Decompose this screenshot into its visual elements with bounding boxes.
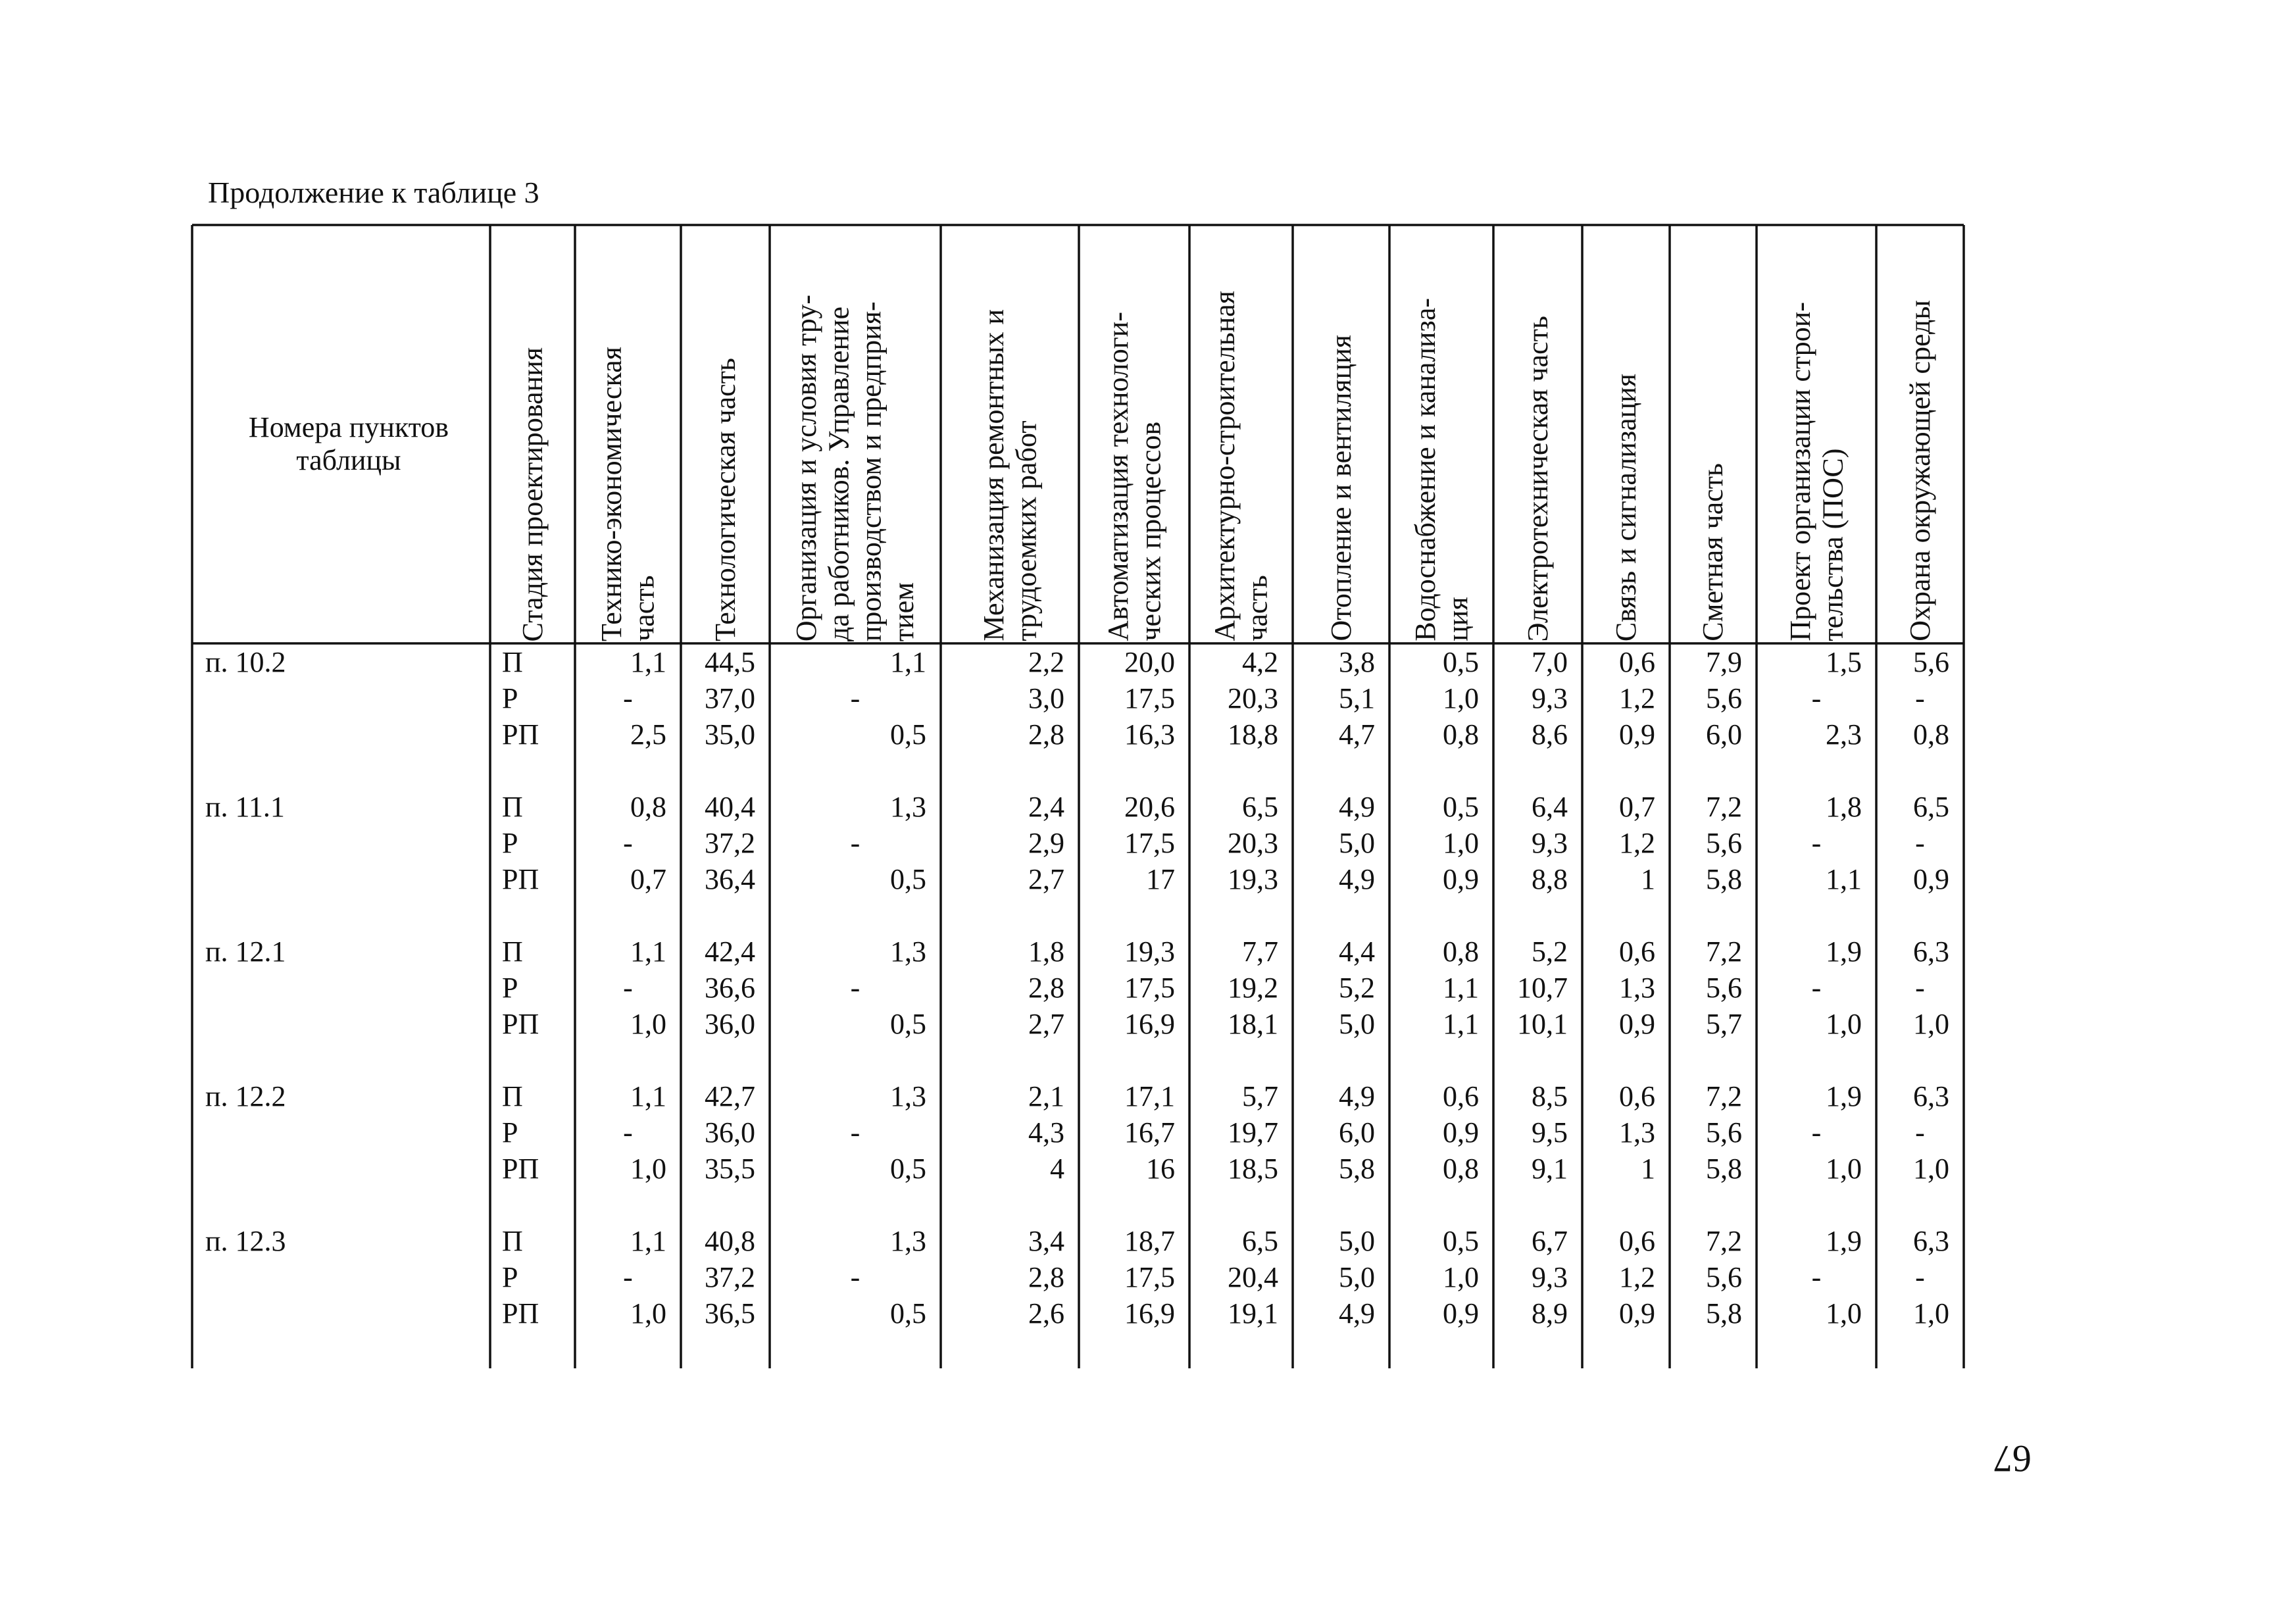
value-cell: 7,2: [1706, 1080, 1742, 1112]
value-cell: 2,1: [1028, 1080, 1064, 1112]
value-cell: 4,4: [1339, 935, 1375, 968]
page-number: 67: [1993, 1437, 2032, 1480]
value-cell: 1,0: [1826, 1008, 1862, 1040]
value-cell: 1,5: [1826, 646, 1862, 678]
value-cell: 1,1: [630, 935, 666, 968]
header-column-label: Электротехническая часть: [1521, 315, 1554, 641]
value-cell: 35,5: [705, 1153, 755, 1185]
value-cell: 0,8: [1443, 935, 1479, 968]
value-cell: 1,0: [630, 1008, 666, 1040]
value-cell: 18,7: [1124, 1225, 1175, 1257]
value-cell: 42,4: [705, 935, 755, 968]
value-cell: 42,7: [705, 1080, 755, 1112]
value-cell: 6,7: [1532, 1225, 1568, 1257]
value-cell: 6,5: [1913, 791, 1949, 823]
row-group-label: п. 10.2: [205, 646, 286, 678]
stage-cell: Р: [502, 1116, 518, 1149]
header-column-label: Связь и сигнализация: [1609, 373, 1642, 641]
value-cell: 5,0: [1339, 827, 1375, 859]
value-cell: 40,4: [705, 791, 755, 823]
value-cell: 2,8: [1028, 972, 1064, 1004]
value-cell: 1,0: [1443, 1261, 1479, 1293]
value-cell: 5,1: [1339, 682, 1375, 714]
value-cell: 9,3: [1532, 682, 1568, 714]
value-cell: 20,6: [1124, 791, 1175, 823]
row-group-label: п. 12.2: [205, 1080, 286, 1112]
value-cell: 0,5: [1443, 646, 1479, 678]
value-cell: 18,8: [1228, 718, 1278, 751]
header-column: [1079, 227, 1189, 641]
value-cell: 37,2: [705, 1261, 755, 1293]
value-cell: 16,9: [1124, 1008, 1175, 1040]
value-cell: -: [850, 827, 861, 859]
value-cell: 7,0: [1532, 646, 1568, 678]
value-cell: 1,0: [1826, 1153, 1862, 1185]
value-cell: -: [1915, 972, 1925, 1004]
value-cell: 4,9: [1339, 863, 1375, 895]
value-cell: 1,1: [890, 646, 926, 678]
value-cell: 7,2: [1706, 1225, 1742, 1257]
value-cell: 3,4: [1028, 1225, 1064, 1257]
value-cell: 2,6: [1028, 1297, 1064, 1330]
stage-cell: П: [502, 1080, 523, 1112]
value-cell: -: [623, 972, 633, 1004]
value-cell: 35,0: [705, 718, 755, 751]
value-cell: 5,7: [1242, 1080, 1278, 1112]
value-cell: 1,1: [1443, 1008, 1479, 1040]
stage-cell: РП: [502, 1008, 539, 1040]
value-cell: -: [850, 972, 861, 1004]
header-column-label: Стадия проектирования: [516, 347, 549, 641]
value-cell: 5,2: [1532, 935, 1568, 968]
value-cell: -: [850, 682, 861, 714]
value-cell: 0,5: [890, 1008, 926, 1040]
value-cell: 0,6: [1619, 1080, 1655, 1112]
value-cell: 7,7: [1242, 935, 1278, 968]
value-cell: 0,5: [890, 718, 926, 751]
value-cell: 1,3: [890, 1225, 926, 1257]
value-cell: 17,5: [1124, 827, 1175, 859]
value-cell: 7,9: [1706, 646, 1742, 678]
value-cell: -: [1915, 1116, 1925, 1149]
value-cell: 10,1: [1517, 1008, 1568, 1040]
header-column: [1757, 227, 1876, 641]
value-cell: 1,3: [890, 791, 926, 823]
value-cell: 1,3: [1619, 972, 1655, 1004]
value-cell: -: [623, 1261, 633, 1293]
value-cell: 1,0: [1443, 682, 1479, 714]
value-cell: -: [1811, 682, 1822, 714]
value-cell: 0,5: [1443, 1225, 1479, 1257]
value-cell: 16,9: [1124, 1297, 1175, 1330]
value-cell: 5,6: [1706, 972, 1742, 1004]
header-column: [1293, 227, 1389, 641]
value-cell: 1,9: [1826, 1225, 1862, 1257]
value-cell: 5,6: [1913, 646, 1949, 678]
value-cell: -: [623, 1116, 633, 1149]
value-cell: 18,1: [1228, 1008, 1278, 1040]
value-cell: 1,1: [630, 646, 666, 678]
stage-cell: Р: [502, 827, 518, 859]
value-cell: 1,8: [1028, 935, 1064, 968]
value-cell: -: [1915, 682, 1925, 714]
value-cell: 9,5: [1532, 1116, 1568, 1149]
value-cell: 0,9: [1619, 1008, 1655, 1040]
value-cell: 0,5: [890, 1153, 926, 1185]
value-cell: 5,6: [1706, 682, 1742, 714]
value-cell: 0,6: [1619, 1225, 1655, 1257]
value-cell: 37,2: [705, 827, 755, 859]
value-cell: 0,9: [1443, 1116, 1479, 1149]
header-column-label: Охрана окружающей среды: [1903, 300, 1936, 641]
value-cell: 4,3: [1028, 1116, 1064, 1149]
value-cell: -: [623, 827, 633, 859]
value-cell: 6,5: [1242, 791, 1278, 823]
value-cell: 36,5: [705, 1297, 755, 1330]
value-cell: 19,1: [1228, 1297, 1278, 1330]
value-cell: 5,2: [1339, 972, 1375, 1004]
value-cell: 5,6: [1706, 1116, 1742, 1149]
value-cell: 36,4: [705, 863, 755, 895]
value-cell: -: [1811, 827, 1822, 859]
value-cell: -: [1811, 972, 1822, 1004]
value-cell: 1,2: [1619, 827, 1655, 859]
value-cell: 0,5: [890, 863, 926, 895]
value-cell: 5,8: [1706, 1153, 1742, 1185]
header-column-label: Технико-экономическая часть: [595, 347, 661, 641]
value-cell: 2,3: [1826, 718, 1862, 751]
header-column-label: Отопление и вентиляция: [1324, 335, 1357, 641]
header-column: [941, 227, 1079, 641]
value-cell: 1,0: [1826, 1297, 1862, 1330]
row-group-label: п. 12.1: [205, 935, 286, 968]
value-cell: 19,3: [1124, 935, 1175, 968]
stage-cell: РП: [502, 1153, 539, 1185]
value-cell: 4,9: [1339, 1080, 1375, 1112]
value-cell: 4,7: [1339, 718, 1375, 751]
header-column: [1670, 227, 1757, 641]
value-cell: -: [623, 682, 633, 714]
value-cell: 20,0: [1124, 646, 1175, 678]
value-cell: 9,3: [1532, 827, 1568, 859]
value-cell: 1,1: [630, 1080, 666, 1112]
value-cell: -: [1915, 827, 1925, 859]
value-cell: 7,2: [1706, 791, 1742, 823]
value-cell: 19,3: [1228, 863, 1278, 895]
value-cell: 16,3: [1124, 718, 1175, 751]
value-cell: 17,5: [1124, 1261, 1175, 1293]
value-cell: 36,6: [705, 972, 755, 1004]
value-cell: 6,0: [1706, 718, 1742, 751]
value-cell: 10,7: [1517, 972, 1568, 1004]
value-cell: 0,5: [1443, 791, 1479, 823]
value-cell: 8,8: [1532, 863, 1568, 895]
value-cell: 0,8: [1443, 1153, 1479, 1185]
value-cell: 1,1: [630, 1225, 666, 1257]
header-column-label: Автоматизация технологи- ческих процессов: [1101, 312, 1166, 641]
value-cell: 5,8: [1706, 863, 1742, 895]
value-cell: 44,5: [705, 646, 755, 678]
header-column-label: Сметная часть: [1697, 463, 1730, 641]
value-cell: -: [1811, 1261, 1822, 1293]
stage-cell: Р: [502, 1261, 518, 1293]
value-cell: 36,0: [705, 1116, 755, 1149]
value-cell: 5,0: [1339, 1225, 1375, 1257]
value-cell: 2,7: [1028, 863, 1064, 895]
value-cell: 4,9: [1339, 791, 1375, 823]
header-column-label: Механизация ремонтных и трудоемких работ: [977, 309, 1042, 641]
value-cell: 16,7: [1124, 1116, 1175, 1149]
value-cell: -: [1915, 1261, 1925, 1293]
value-cell: 1,3: [890, 935, 926, 968]
value-cell: 1,0: [1913, 1297, 1949, 1330]
value-cell: 1,0: [1913, 1008, 1949, 1040]
header-column: [770, 227, 941, 641]
value-cell: 9,1: [1532, 1153, 1568, 1185]
header-column: [1389, 227, 1493, 641]
header-column: [1493, 227, 1582, 641]
row-group-label: п. 12.3: [205, 1225, 286, 1257]
value-cell: 0,9: [1619, 1297, 1655, 1330]
value-cell: 1,1: [1826, 863, 1862, 895]
value-cell: 2,4: [1028, 791, 1064, 823]
value-cell: 0,8: [1913, 718, 1949, 751]
stage-cell: РП: [502, 718, 539, 751]
stage-cell: Р: [502, 972, 518, 1004]
value-cell: 4: [1050, 1153, 1064, 1185]
value-cell: 4,2: [1242, 646, 1278, 678]
value-cell: 0,8: [1443, 718, 1479, 751]
value-cell: 0,7: [1619, 791, 1655, 823]
header-column: [1876, 227, 1964, 641]
value-cell: 1: [1641, 1153, 1655, 1185]
value-cell: 8,6: [1532, 718, 1568, 751]
value-cell: 5,8: [1706, 1297, 1742, 1330]
value-cell: 0,6: [1443, 1080, 1479, 1112]
value-cell: 1: [1641, 863, 1655, 895]
value-cell: 2,7: [1028, 1008, 1064, 1040]
stage-cell: Р: [502, 682, 518, 714]
value-cell: 18,5: [1228, 1153, 1278, 1185]
table-caption: Продолжение к таблице 3: [208, 176, 539, 209]
value-cell: 3,0: [1028, 682, 1064, 714]
value-cell: 20,4: [1228, 1261, 1278, 1293]
value-cell: 19,2: [1228, 972, 1278, 1004]
value-cell: 5,0: [1339, 1008, 1375, 1040]
header-column: [1189, 227, 1293, 641]
value-cell: 19,7: [1228, 1116, 1278, 1149]
value-cell: 1,0: [1913, 1153, 1949, 1185]
value-cell: 0,9: [1619, 718, 1655, 751]
value-cell: 1,1: [1443, 972, 1479, 1004]
header-column-label: Водоснабжение и канализа- ция: [1409, 298, 1474, 641]
header-column: [1582, 227, 1670, 641]
value-cell: 1,0: [1443, 827, 1479, 859]
value-cell: 5,6: [1706, 827, 1742, 859]
value-cell: 0,5: [890, 1297, 926, 1330]
value-cell: 0,9: [1913, 863, 1949, 895]
value-cell: 2,5: [630, 718, 666, 751]
value-cell: 0,6: [1619, 646, 1655, 678]
value-cell: 0,9: [1443, 863, 1479, 895]
stage-cell: П: [502, 791, 523, 823]
value-cell: 6,3: [1913, 1225, 1949, 1257]
value-cell: 7,2: [1706, 935, 1742, 968]
value-cell: 0,9: [1443, 1297, 1479, 1330]
value-cell: 36,0: [705, 1008, 755, 1040]
value-cell: -: [1811, 1116, 1822, 1149]
value-cell: 0,8: [630, 791, 666, 823]
value-cell: -: [850, 1261, 861, 1293]
value-cell: 6,4: [1532, 791, 1568, 823]
value-cell: 17,5: [1124, 682, 1175, 714]
value-cell: 3,8: [1339, 646, 1375, 678]
stage-cell: П: [502, 646, 523, 678]
header-first-column: Номера пунктов таблицы: [248, 411, 449, 476]
value-cell: 16: [1146, 1153, 1175, 1185]
value-cell: 1,9: [1826, 935, 1862, 968]
value-cell: 1,2: [1619, 1261, 1655, 1293]
value-cell: 5,6: [1706, 1261, 1742, 1293]
value-cell: 2,8: [1028, 718, 1064, 751]
value-cell: 9,3: [1532, 1261, 1568, 1293]
header-column: [681, 227, 770, 641]
value-cell: 6,0: [1339, 1116, 1375, 1149]
value-cell: 1,9: [1826, 1080, 1862, 1112]
value-cell: 5,0: [1339, 1261, 1375, 1293]
value-cell: 37,0: [705, 682, 755, 714]
header-column-label: Организация и условия тру- да работников. Управление производством и предприя- тием: [790, 294, 920, 641]
value-cell: 1,3: [890, 1080, 926, 1112]
value-cell: 0,7: [630, 863, 666, 895]
value-cell: 6,5: [1242, 1225, 1278, 1257]
value-cell: 2,8: [1028, 1261, 1064, 1293]
value-cell: -: [850, 1116, 861, 1149]
value-cell: 40,8: [705, 1225, 755, 1257]
value-cell: 1,8: [1826, 791, 1862, 823]
value-cell: 8,5: [1532, 1080, 1568, 1112]
header-column: [490, 227, 575, 641]
value-cell: 17: [1146, 863, 1175, 895]
value-cell: 1,0: [630, 1153, 666, 1185]
value-cell: 5,8: [1339, 1153, 1375, 1185]
value-cell: 4,9: [1339, 1297, 1375, 1330]
value-cell: 20,3: [1228, 682, 1278, 714]
stage-cell: РП: [502, 863, 539, 895]
value-cell: 1,2: [1619, 682, 1655, 714]
value-cell: 1,0: [630, 1297, 666, 1330]
stage-cell: РП: [502, 1297, 539, 1330]
value-cell: 17,1: [1124, 1080, 1175, 1112]
header-column: [575, 227, 681, 641]
value-cell: 6,3: [1913, 935, 1949, 968]
value-cell: 2,2: [1028, 646, 1064, 678]
stage-cell: П: [502, 935, 523, 968]
value-cell: 2,9: [1028, 827, 1064, 859]
value-cell: 20,3: [1228, 827, 1278, 859]
row-group-label: п. 11.1: [205, 791, 285, 823]
value-cell: 1,3: [1619, 1116, 1655, 1149]
header-column-label: Технологическая часть: [709, 358, 741, 641]
value-cell: 5,7: [1706, 1008, 1742, 1040]
value-cell: 0,6: [1619, 935, 1655, 968]
stage-cell: П: [502, 1225, 523, 1257]
value-cell: 6,3: [1913, 1080, 1949, 1112]
value-cell: 8,9: [1532, 1297, 1568, 1330]
header-column-label: Проект организации строи- тельства (ПОС): [1784, 302, 1849, 641]
value-cell: 17,5: [1124, 972, 1175, 1004]
header-column-label: Архитектурно-строительная часть: [1209, 291, 1274, 641]
